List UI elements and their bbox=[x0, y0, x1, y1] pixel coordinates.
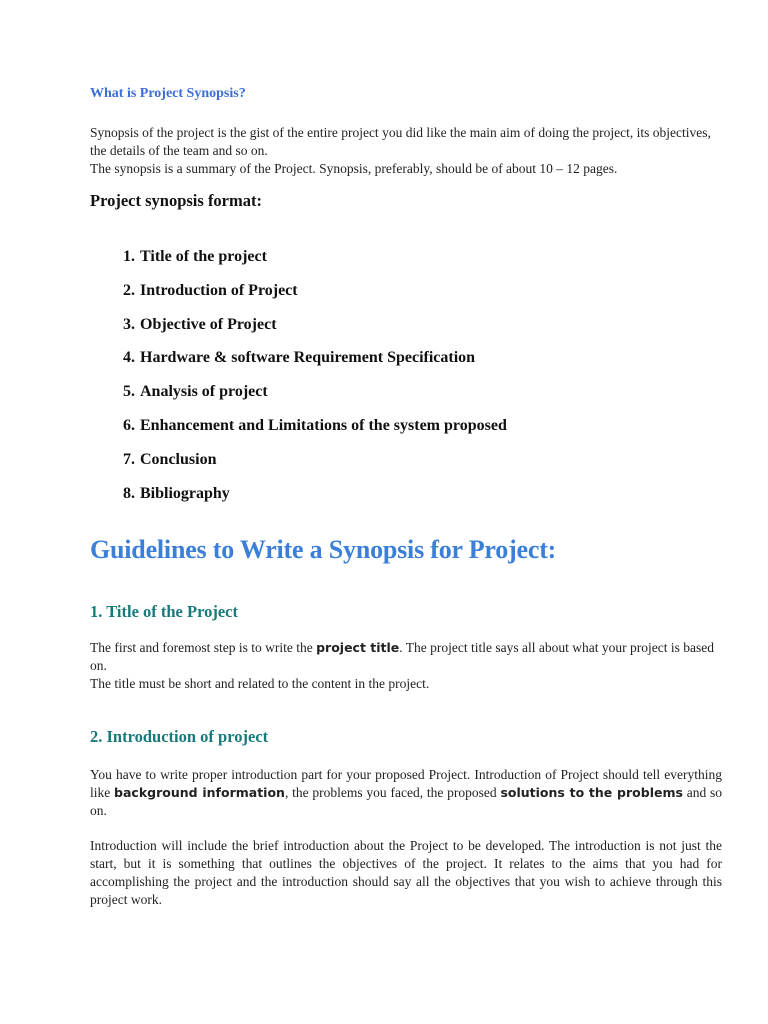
title-line-2: The title must be short and related to the content in the project. bbox=[90, 676, 430, 691]
text-span: and so on. bbox=[90, 785, 723, 818]
guidelines-heading: Guidelines to Write a Synopsis for Project: bbox=[90, 535, 557, 564]
section-intro-paragraph-2: Introduction will include the brief introduction about the Project to be developed. The introduction is not just the start, but it is something that outlines the objectives of the project. It relates to the aims that you had for accomplishing the project and the introduction should say all the objectives that you wish to achieve through this project work. bbox=[90, 838, 722, 907]
list-number: 2. bbox=[123, 281, 135, 299]
text-span: The first and foremost step is to write the bbox=[90, 640, 317, 655]
list-text: Analysis of project bbox=[140, 383, 268, 401]
bold-project-title: project title bbox=[316, 640, 400, 655]
intro-line-1: Synopsis of the project is the gist of the entire project you did like the main aim of doing the project, its objectives, the details of the team and so on. bbox=[90, 125, 711, 158]
list-text: Objective of Project bbox=[140, 315, 277, 333]
list-number: 7. bbox=[123, 450, 135, 468]
text-span: . The project title says all about what your project is based on. bbox=[90, 640, 714, 673]
list-item bbox=[90, 248, 710, 282]
format-list bbox=[90, 248, 710, 518]
section-intro-heading: 2. Introduction of project bbox=[90, 727, 269, 746]
list-item bbox=[90, 282, 710, 316]
list-text: Hardware & software Requirement Specification bbox=[140, 349, 476, 367]
format-heading: Project synopsis format: bbox=[90, 191, 262, 210]
question-heading: What is Project Synopsis? bbox=[90, 86, 246, 101]
list-number: 4. bbox=[123, 349, 135, 367]
list-item bbox=[90, 383, 710, 417]
section-title-heading: 1. Title of the Project bbox=[90, 602, 239, 621]
list-text: Conclusion bbox=[140, 450, 217, 468]
section-intro-paragraph-1 bbox=[90, 766, 722, 820]
list-number: 1. bbox=[123, 248, 135, 265]
bold-background-information: background information bbox=[114, 785, 285, 800]
text-span: You have to write proper introduction part for your proposed Project. Introduction of Project should tell everything like bbox=[90, 767, 722, 800]
list-number: 8. bbox=[123, 484, 135, 502]
list-item bbox=[90, 485, 710, 519]
list-item bbox=[90, 316, 710, 350]
bold-solutions: solutions to the problems bbox=[500, 785, 683, 800]
text-span: , the problems you faced, the proposed bbox=[284, 785, 501, 800]
list-text: Bibliography bbox=[140, 484, 230, 502]
section-title-paragraph bbox=[90, 639, 722, 693]
list-text: Introduction of Project bbox=[140, 281, 298, 299]
intro-paragraph bbox=[90, 124, 722, 178]
list-item bbox=[90, 417, 710, 451]
intro-line-2: The synopsis is a summary of the Project. Synopsis, preferably, should be of about 10 – 12 pages. bbox=[90, 161, 618, 176]
list-text: Title of the project bbox=[140, 248, 267, 265]
title-line-1 bbox=[90, 639, 722, 675]
list-number: 3. bbox=[123, 315, 135, 333]
list-number: 6. bbox=[123, 416, 135, 434]
list-item bbox=[90, 451, 710, 485]
list-item bbox=[90, 349, 710, 383]
list-text: Enhancement and Limitations of the system proposed bbox=[140, 416, 507, 434]
list-number: 5. bbox=[123, 383, 135, 401]
